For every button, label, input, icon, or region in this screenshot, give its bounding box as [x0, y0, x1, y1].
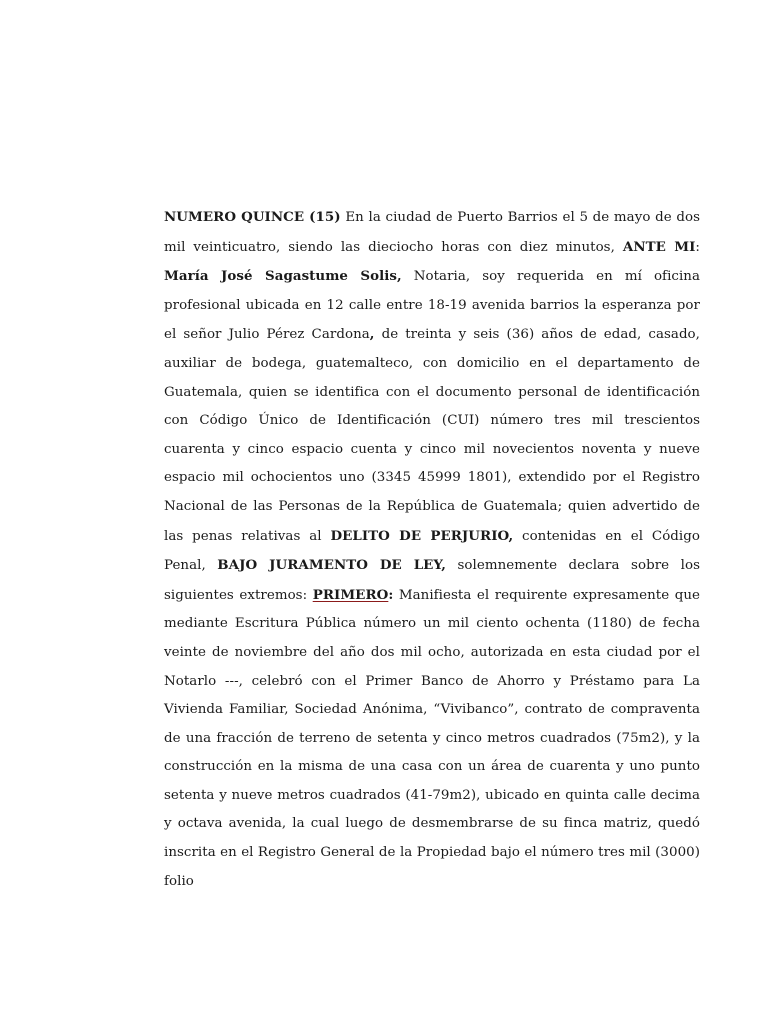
bold-comma: ,	[369, 326, 375, 343]
text-segment: de treinta y seis (36) años de edad, casado, auxiliar de bodega, guatemalteco, con domicilio en el departamento de Guatemala, quien se identifica con el documento personal de identificación con Código Único de Identificación (CUI) número tres mil trescientos cuarenta y cinco espacio cuenta y cinco mil novecientos noventa y nueve espacio mil ochocientos uno (3345 45999 1801), extendido por el Registro Nacional de las Personas de la República de Guatemala; quien advertido de las penas relativas al	[164, 327, 700, 544]
text-segment: Notaria, soy requerida en mí oficina profesional ubicada en 12 calle entre 18-19 avenida barrios la esperanza por el señor Julio Pérez Cardona	[164, 269, 700, 343]
text-segment: En la ciudad de Puerto Barrios el 5 de mayo de dos mil veinticuatro, siendo las dieciocho horas con diez minutos,	[164, 210, 700, 255]
perjury-label: DELITO DE PERJURIO,	[330, 527, 514, 544]
act-number: NUMERO QUINCE (15)	[164, 209, 341, 225]
text-segment: contenidas en el Código Penal,	[164, 528, 700, 574]
text-segment: :	[695, 239, 700, 255]
text-segment: solemnemente declara sobre los siguientes extremos:	[164, 558, 700, 603]
oath-label: BAJO JURAMENTO DE LEY,	[217, 557, 447, 574]
notary-name: María José Sagastume Solis,	[164, 268, 402, 285]
ante-mi-label: ANTE MI	[622, 238, 696, 255]
primero-colon: :	[388, 586, 394, 603]
primero-heading: PRIMERO	[312, 586, 389, 603]
document-paragraph	[164, 203, 700, 896]
text-segment: Manifiesta el requirente expresamente que mediante Escritura Pública número un mil ciento ochenta (1180) de fecha veinte de noviembre del año dos mil ocho, autorizada en esta ciudad por el Notarlo ---, celebró con el Primer Banco de Ahorro y Préstamo para La Vivienda Familiar, Sociedad Anónima, “Vivibanco”, contrato de compraventa de una fracción de terreno de setenta y cinco metros cuadrados (75m2), y la construcción en la misma de una casa con un área de cuarenta y uno punto setenta y nueve metros cuadrados (41-79m2), ubicado en quinta calle decima y octava avenida, la cual luego de desmembrarse de su finca matriz, quedó inscrita en el Registro General de la Propiedad bajo el número tres mil (3000) folio	[164, 587, 700, 889]
